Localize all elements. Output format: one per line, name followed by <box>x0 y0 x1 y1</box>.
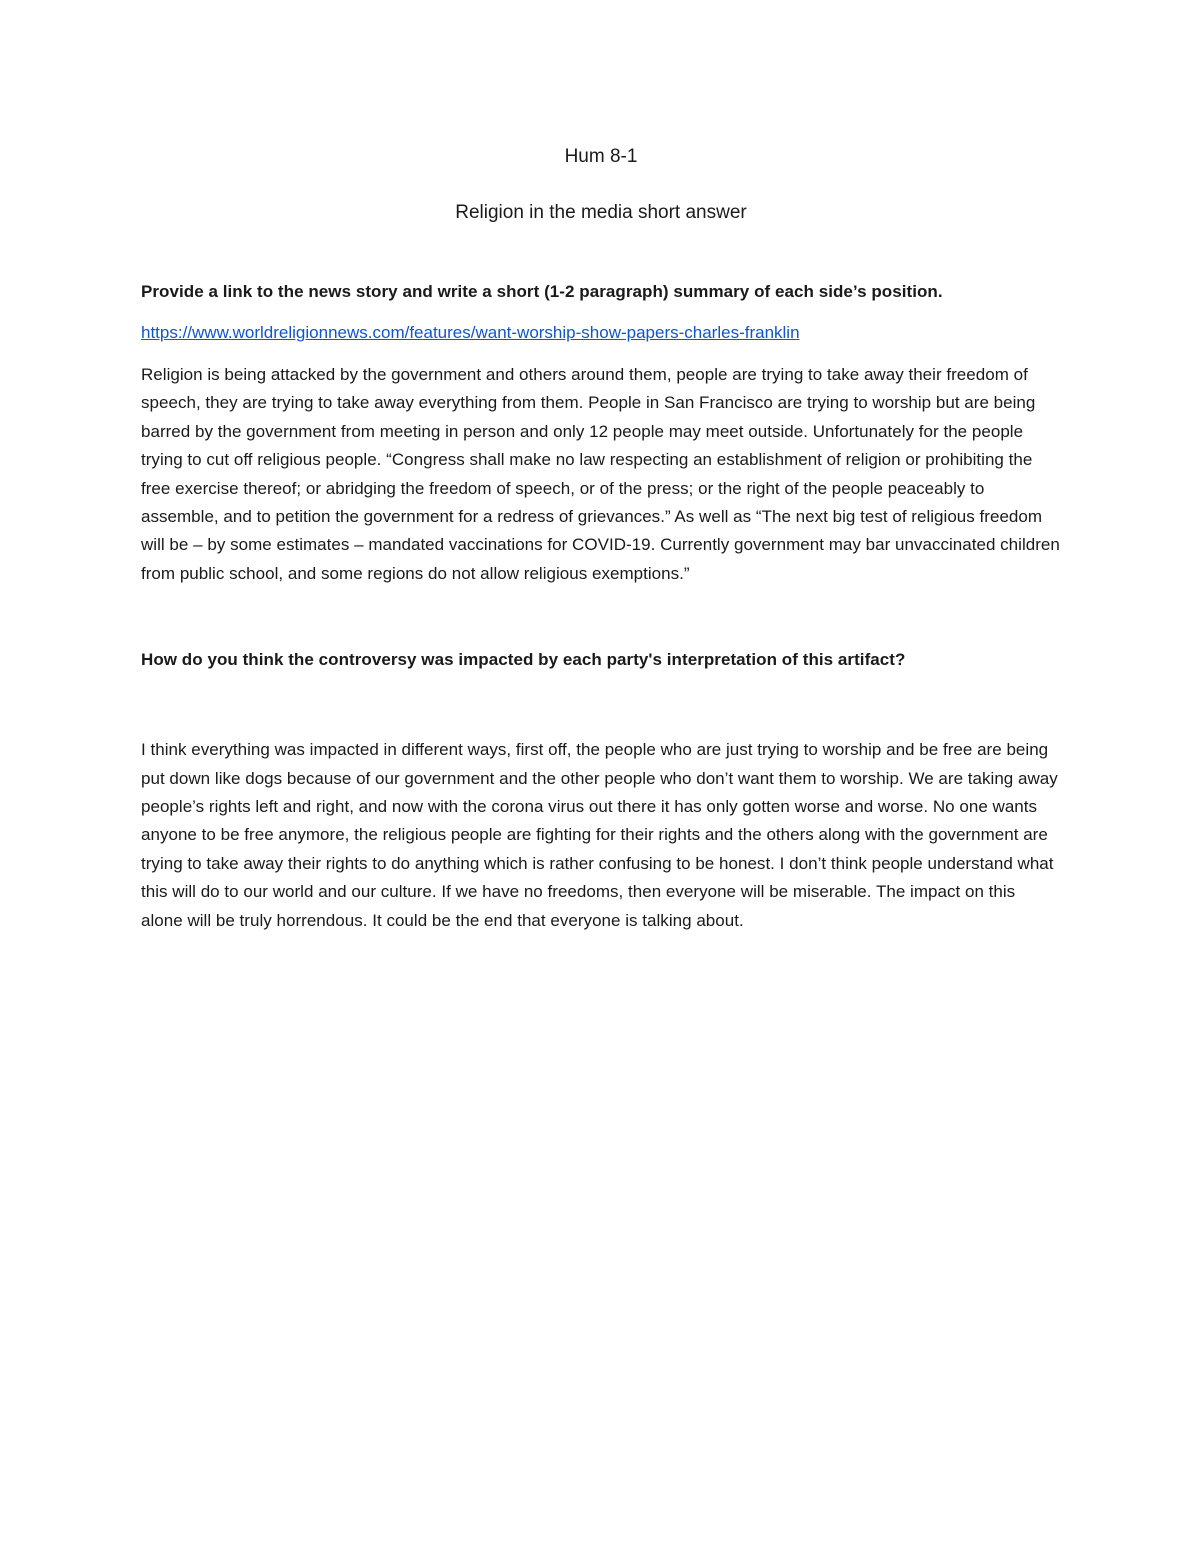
question-2: How do you think the controversy was impacted by each party's interpretation of this artifact? <box>141 650 906 670</box>
document-title: Hum 8-1 <box>564 146 638 167</box>
answer-1-paragraph: Religion is being attacked by the government and others around them, people are trying to take away their freedom of speech, they are trying to take away everything from them. People in San Francisco are trying to worship but are being barred by the government from meeting in person and only 12 people may meet outside. Unfortunately for the people trying to cut off religious people. “Congress shall make no law respecting an establishment of religion or prohibiting the free exercise thereof; or abridging the freedom of speech, or of the press; or the right of the people peaceably to assemble, and to petition the government for a redress of grievances.” As well as “The next big test of religious freedom will be – by some estimates – mandated vaccinations for COVID-19. Currently government may bar unvaccinated children from public school, and some regions do not allow religious exemptions.” <box>141 365 1060 583</box>
news-story-link[interactable]: https://www.worldreligionnews.com/features/want-worship-show-papers-charles-franklin <box>141 323 800 342</box>
question-1: Provide a link to the news story and write a short (1-2 paragraph) summary of each side’s position. <box>141 282 943 301</box>
document-subtitle: Religion in the media short answer <box>455 202 747 223</box>
document-body <box>141 140 1061 935</box>
answer-2-paragraph: I think everything was impacted in different ways, first off, the people who are just trying to worship and be free are being put down like dogs because of our government and the other people who don’t want them to worship. We are taking away people’s rights left and right, and now with the corona virus out there it has only gotten worse and worse. No one wants anyone to be free anymore, the religious people are fighting for their rights and the others along with the government are trying to take away their rights to do anything which is rather confusing to be honest. I don’t think people understand what this will do to our world and our culture. If we have no freedoms, then everyone will be miserable. The impact on this alone will be truly horrendous. It could be the end that everyone is talking about. <box>141 740 1058 930</box>
